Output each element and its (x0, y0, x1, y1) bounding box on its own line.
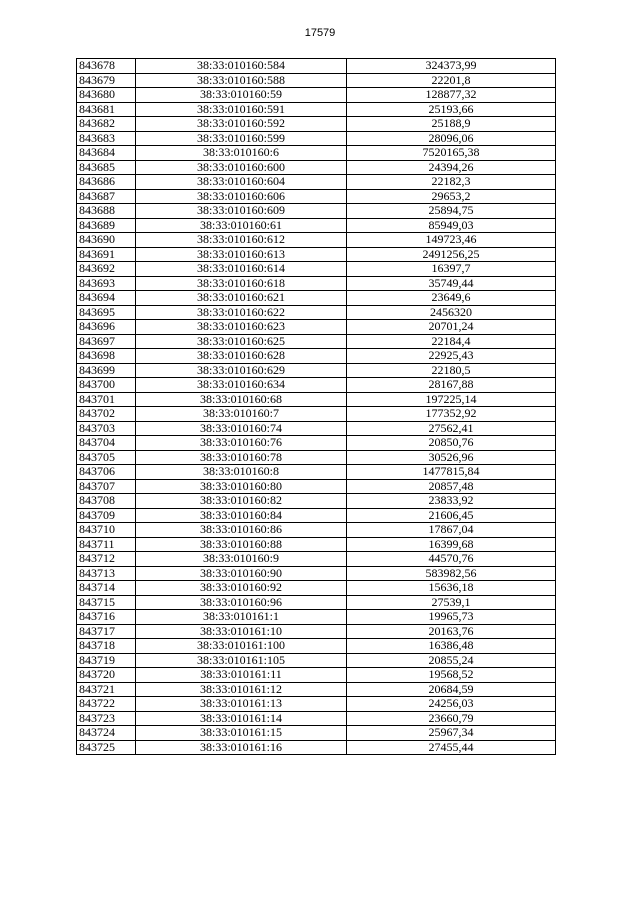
table-row (77, 740, 556, 755)
record-number-cell: 843697 (77, 334, 136, 349)
record-number-cell: 843723 (77, 711, 136, 726)
table-row (77, 566, 556, 581)
cadastral-value-cell: 197225,14 (347, 392, 556, 407)
table-row (77, 262, 556, 277)
cadastral-value-cell: 20163,76 (347, 624, 556, 639)
table-row (77, 117, 556, 132)
table-row (77, 131, 556, 146)
record-number-cell: 843683 (77, 131, 136, 146)
record-number-cell: 843695 (77, 305, 136, 320)
table-row (77, 218, 556, 233)
table-row (77, 175, 556, 190)
table-row (77, 653, 556, 668)
cadastral-value-cell: 23649,6 (347, 291, 556, 306)
page-number: 17579 (304, 27, 336, 39)
record-number-cell: 843681 (77, 102, 136, 117)
cadastral-number-cell: 38:33:010160:591 (136, 102, 347, 117)
table-row (77, 291, 556, 306)
cadastral-value-cell: 25967,34 (347, 726, 556, 741)
record-number-cell: 843703 (77, 421, 136, 436)
record-number-cell: 843689 (77, 218, 136, 233)
table-row (77, 247, 556, 262)
table-row (77, 682, 556, 697)
table-row (77, 88, 556, 103)
record-number-cell: 843714 (77, 581, 136, 596)
cadastral-value-cell: 21606,45 (347, 508, 556, 523)
cadastral-number-cell: 38:33:010160:600 (136, 160, 347, 175)
table-row (77, 624, 556, 639)
record-number-cell: 843708 (77, 494, 136, 509)
record-number-cell: 843720 (77, 668, 136, 683)
cadastral-value-cell: 25193,66 (347, 102, 556, 117)
cadastral-value-cell: 85949,03 (347, 218, 556, 233)
table-row (77, 595, 556, 610)
cadastral-number-cell: 38:33:010161:14 (136, 711, 347, 726)
cadastral-number-cell: 38:33:010160:88 (136, 537, 347, 552)
record-number-cell: 843700 (77, 378, 136, 393)
record-number-cell: 843693 (77, 276, 136, 291)
cadastral-number-cell: 38:33:010160:629 (136, 363, 347, 378)
cadastral-number-cell: 38:33:010161:13 (136, 697, 347, 712)
cadastral-number-cell: 38:33:010160:86 (136, 523, 347, 538)
record-number-cell: 843684 (77, 146, 136, 161)
record-number-cell: 843707 (77, 479, 136, 494)
cadastral-value-cell: 27562,41 (347, 421, 556, 436)
cadastral-number-cell: 38:33:010160:606 (136, 189, 347, 204)
table-row (77, 494, 556, 509)
cadastral-number-cell: 38:33:010160:628 (136, 349, 347, 364)
record-number-cell: 843713 (77, 566, 136, 581)
cadastral-number-cell: 38:33:010160:78 (136, 450, 347, 465)
record-number-cell: 843679 (77, 73, 136, 88)
table-row (77, 421, 556, 436)
cadastral-number-cell: 38:33:010160:82 (136, 494, 347, 509)
table-row (77, 552, 556, 567)
cadastral-value-cell: 27455,44 (347, 740, 556, 755)
table-row (77, 233, 556, 248)
cadastral-value-cell: 24256,03 (347, 697, 556, 712)
table-row (77, 392, 556, 407)
cadastral-value-cell: 20850,76 (347, 436, 556, 451)
cadastral-value-cell: 20857,48 (347, 479, 556, 494)
cadastral-value-cell: 17867,04 (347, 523, 556, 538)
record-number-cell: 843722 (77, 697, 136, 712)
record-number-cell: 843704 (77, 436, 136, 451)
table-row (77, 305, 556, 320)
cadastral-number-cell: 38:33:010160:621 (136, 291, 347, 306)
table-row (77, 610, 556, 625)
record-number-cell: 843694 (77, 291, 136, 306)
cadastral-value-cell: 177352,92 (347, 407, 556, 422)
cadastral-value-cell: 20701,24 (347, 320, 556, 335)
cadastral-value-cell: 22180,5 (347, 363, 556, 378)
record-number-cell: 843696 (77, 320, 136, 335)
table-row (77, 523, 556, 538)
cadastral-value-cell: 16399,68 (347, 537, 556, 552)
table-row (77, 320, 556, 335)
cadastral-number-cell: 38:33:010160:604 (136, 175, 347, 190)
table-row (77, 668, 556, 683)
record-number-cell: 843688 (77, 204, 136, 219)
cadastral-number-cell: 38:33:010160:588 (136, 73, 347, 88)
cadastral-value-cell: 22201,8 (347, 73, 556, 88)
cadastral-value-cell: 23660,79 (347, 711, 556, 726)
cadastral-number-cell: 38:33:010160:7 (136, 407, 347, 422)
cadastral-number-cell: 38:33:010160:592 (136, 117, 347, 132)
table-row (77, 378, 556, 393)
record-number-cell: 843687 (77, 189, 136, 204)
cadastral-number-cell: 38:33:010160:9 (136, 552, 347, 567)
table-row (77, 160, 556, 175)
cadastral-number-cell: 38:33:010160:622 (136, 305, 347, 320)
cadastral-number-cell: 38:33:010160:6 (136, 146, 347, 161)
record-number-cell: 843702 (77, 407, 136, 422)
cadastral-value-cell: 27539,1 (347, 595, 556, 610)
cadastral-value-cell: 1477815,84 (347, 465, 556, 480)
record-number-cell: 843678 (77, 59, 136, 74)
cadastral-number-cell: 38:33:010161:10 (136, 624, 347, 639)
cadastral-value-cell: 22925,43 (347, 349, 556, 364)
table-row (77, 697, 556, 712)
cadastral-number-cell: 38:33:010160:609 (136, 204, 347, 219)
cadastral-number-cell: 38:33:010160:612 (136, 233, 347, 248)
cadastral-number-cell: 38:33:010160:599 (136, 131, 347, 146)
record-number-cell: 843710 (77, 523, 136, 538)
cadastral-number-cell: 38:33:010160:618 (136, 276, 347, 291)
cadastral-number-cell: 38:33:010160:8 (136, 465, 347, 480)
record-number-cell: 843718 (77, 639, 136, 654)
table-row (77, 639, 556, 654)
cadastral-number-cell: 38:33:010160:625 (136, 334, 347, 349)
cadastral-value-cell: 44570,76 (347, 552, 556, 567)
table-row (77, 581, 556, 596)
table-row (77, 436, 556, 451)
cadastral-value-cell: 25188,9 (347, 117, 556, 132)
cadastral-number-cell: 38:33:010160:74 (136, 421, 347, 436)
record-number-cell: 843712 (77, 552, 136, 567)
cadastral-number-cell: 38:33:010160:614 (136, 262, 347, 277)
table-row (77, 465, 556, 480)
record-number-cell: 843682 (77, 117, 136, 132)
cadastral-value-cell: 24394,26 (347, 160, 556, 175)
cadastral-value-cell: 7520165,38 (347, 146, 556, 161)
record-number-cell: 843701 (77, 392, 136, 407)
cadastral-value-cell: 28096,06 (347, 131, 556, 146)
cadastral-value-cell: 22182,3 (347, 175, 556, 190)
record-number-cell: 843711 (77, 537, 136, 552)
table-row (77, 102, 556, 117)
cadastral-number-cell: 38:33:010160:90 (136, 566, 347, 581)
table-row (77, 407, 556, 422)
record-number-cell: 843716 (77, 610, 136, 625)
table-row (77, 59, 556, 74)
cadastral-value-cell: 16397,7 (347, 262, 556, 277)
cadastral-number-cell: 38:33:010161:12 (136, 682, 347, 697)
cadastral-value-cell: 35749,44 (347, 276, 556, 291)
record-number-cell: 843690 (77, 233, 136, 248)
cadastral-number-cell: 38:33:010160:613 (136, 247, 347, 262)
table-row (77, 726, 556, 741)
record-number-cell: 843717 (77, 624, 136, 639)
cadastral-value-cell: 16386,48 (347, 639, 556, 654)
cadastral-number-cell: 38:33:010160:634 (136, 378, 347, 393)
cadastral-number-cell: 38:33:010160:92 (136, 581, 347, 596)
cadastral-number-cell: 38:33:010161:100 (136, 639, 347, 654)
cadastral-number-cell: 38:33:010160:80 (136, 479, 347, 494)
cadastral-value-cell: 20855,24 (347, 653, 556, 668)
cadastral-value-cell: 20684,59 (347, 682, 556, 697)
cadastral-value-cell: 28167,88 (347, 378, 556, 393)
cadastral-value-cell: 25894,75 (347, 204, 556, 219)
cadastral-number-cell: 38:33:010160:59 (136, 88, 347, 103)
table-row (77, 363, 556, 378)
cadastral-value-cell: 128877,32 (347, 88, 556, 103)
table-row (77, 276, 556, 291)
cadastral-value-cell: 583982,56 (347, 566, 556, 581)
cadastral-value-cell: 2456320 (347, 305, 556, 320)
cadastral-number-cell: 38:33:010160:61 (136, 218, 347, 233)
record-number-cell: 843705 (77, 450, 136, 465)
record-number-cell: 843698 (77, 349, 136, 364)
cadastral-value-cell: 324373,99 (347, 59, 556, 74)
cadastral-value-table (76, 58, 556, 755)
cadastral-value-cell: 22184,4 (347, 334, 556, 349)
record-number-cell: 843706 (77, 465, 136, 480)
record-number-cell: 843691 (77, 247, 136, 262)
cadastral-number-cell: 38:33:010161:16 (136, 740, 347, 755)
table-row (77, 450, 556, 465)
cadastral-value-cell: 29653,2 (347, 189, 556, 204)
cadastral-number-cell: 38:33:010161:11 (136, 668, 347, 683)
table-row (77, 146, 556, 161)
cadastral-number-cell: 38:33:010160:623 (136, 320, 347, 335)
cadastral-number-cell: 38:33:010161:105 (136, 653, 347, 668)
cadastral-value-cell: 23833,92 (347, 494, 556, 509)
table-row (77, 204, 556, 219)
cadastral-value-cell: 2491256,25 (347, 247, 556, 262)
cadastral-number-cell: 38:33:010160:96 (136, 595, 347, 610)
table-row (77, 334, 556, 349)
table-row (77, 189, 556, 204)
table-row (77, 508, 556, 523)
record-number-cell: 843715 (77, 595, 136, 610)
record-number-cell: 843692 (77, 262, 136, 277)
table-row (77, 711, 556, 726)
table-body (77, 59, 556, 755)
cadastral-number-cell: 38:33:010160:76 (136, 436, 347, 451)
cadastral-value-cell: 19965,73 (347, 610, 556, 625)
record-number-cell: 843709 (77, 508, 136, 523)
cadastral-value-cell: 30526,96 (347, 450, 556, 465)
cadastral-number-cell: 38:33:010161:1 (136, 610, 347, 625)
table-row (77, 73, 556, 88)
cadastral-number-cell: 38:33:010160:584 (136, 59, 347, 74)
table-row (77, 537, 556, 552)
record-number-cell: 843699 (77, 363, 136, 378)
record-number-cell: 843685 (77, 160, 136, 175)
cadastral-value-cell: 15636,18 (347, 581, 556, 596)
cadastral-value-cell: 149723,46 (347, 233, 556, 248)
record-number-cell: 843686 (77, 175, 136, 190)
cadastral-number-cell: 38:33:010161:15 (136, 726, 347, 741)
table-row (77, 479, 556, 494)
record-number-cell: 843724 (77, 726, 136, 741)
record-number-cell: 843680 (77, 88, 136, 103)
cadastral-number-cell: 38:33:010160:68 (136, 392, 347, 407)
table-row (77, 349, 556, 364)
record-number-cell: 843725 (77, 740, 136, 755)
record-number-cell: 843721 (77, 682, 136, 697)
cadastral-value-cell: 19568,52 (347, 668, 556, 683)
record-number-cell: 843719 (77, 653, 136, 668)
cadastral-number-cell: 38:33:010160:84 (136, 508, 347, 523)
